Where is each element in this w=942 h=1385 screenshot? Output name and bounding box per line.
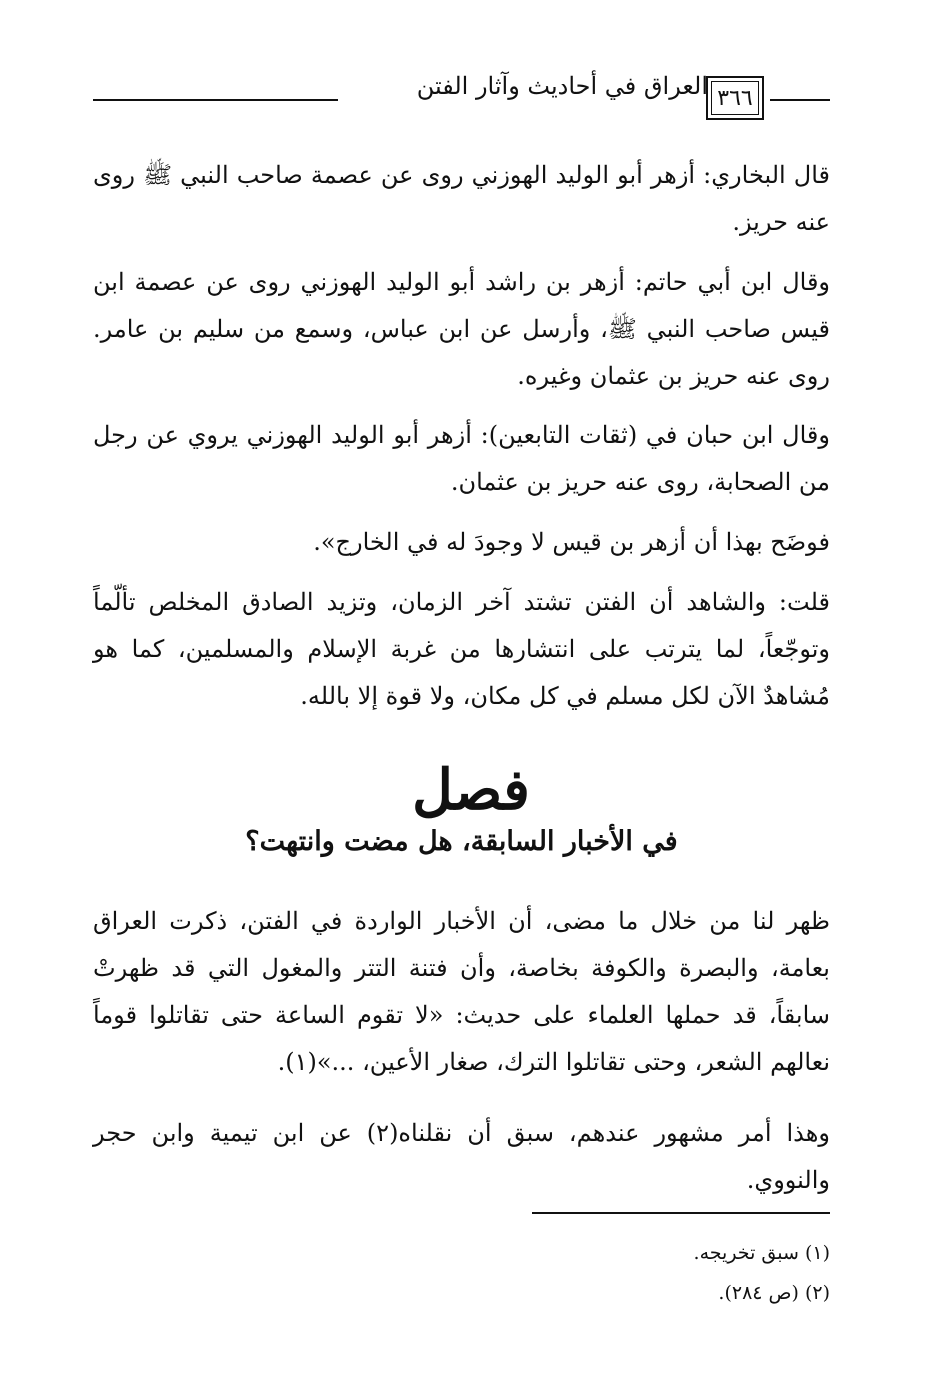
paragraph-ibn-hibban: وقال ابن حبان في (ثقات التابعين): أزهر أبو الوليد الهوزني يروي عن رجل من الصحابة، روى عنه حريز بن عثمان. — [93, 421, 830, 496]
running-title: العراق في أحاديث وآثار الفتن — [416, 72, 708, 100]
paragraph-ibn-abi-hatim: وقال ابن أبي حاتم: أزهر بن راشد أبو الوليد الهوزني روى عن عصمة ابن قيس صاحب النبي ﷺ، وأرسل عن ابن عباس، وسمع من سليم بن عامر. روى عنه حريز بن عثمان وغيره. — [93, 268, 830, 390]
paragraph-previous-reports: ظهر لنا من خلال ما مضى، أن الأخبار الواردة في الفتن، ذكرت العراق بعامة، والبصرة والكوفة بخاصة، وأن فتنة التتر والمغول التي قد ظهرتْ سابقاً، قد حملها العلماء على حديث: «لا تقوم الساعة حتى تقاتلوا قوماً نعالهم الشعر، وحتى تقاتلوا الترك، صغار الأعين، ...»(١). — [93, 907, 830, 1076]
footnote-2: (٢) (ص ٢٨٤). — [718, 1282, 830, 1304]
header-rule-right — [770, 99, 830, 101]
paragraph-conclusion: فوضَح بهذا أن أزهر بن قيس لا وجودَ له في الخارج». — [313, 528, 830, 556]
paragraph-bukhari: قال البخاري: أزهر أبو الوليد الهوزني روى عن عصمة صاحب النبي ﷺ روى عنه حريز. — [93, 161, 830, 236]
paragraph-known-matter: وهذا أمر مشهور عندهم، سبق أن نقلناه(٢) عن ابن تيمية وابن حجر والنووي. — [93, 1119, 830, 1194]
page-number: ٣٦٦ — [717, 85, 753, 111]
paragraph-comment: قلت: والشاهد أن الفتن تشتد آخر الزمان، وتزيد الصادق المخلص تألّماً وتوجّعاً، لما يترتب على انتشارها من غربة الإسلام والمسلمين، كما هو مُشاهدٌ الآن لكل مسلم في كل مكان، ولا قوة إلا بالله. — [93, 588, 830, 710]
header-rule-left — [93, 99, 338, 101]
section-ornament-title: فصل — [412, 757, 530, 823]
footnote-separator — [532, 1212, 830, 1214]
page-number-box — [706, 76, 764, 120]
footnote-1: (١) سبق تخريجه. — [693, 1242, 830, 1264]
section-subtitle: في الأخبار السابقة، هل مضت وانتهت؟ — [245, 826, 678, 857]
